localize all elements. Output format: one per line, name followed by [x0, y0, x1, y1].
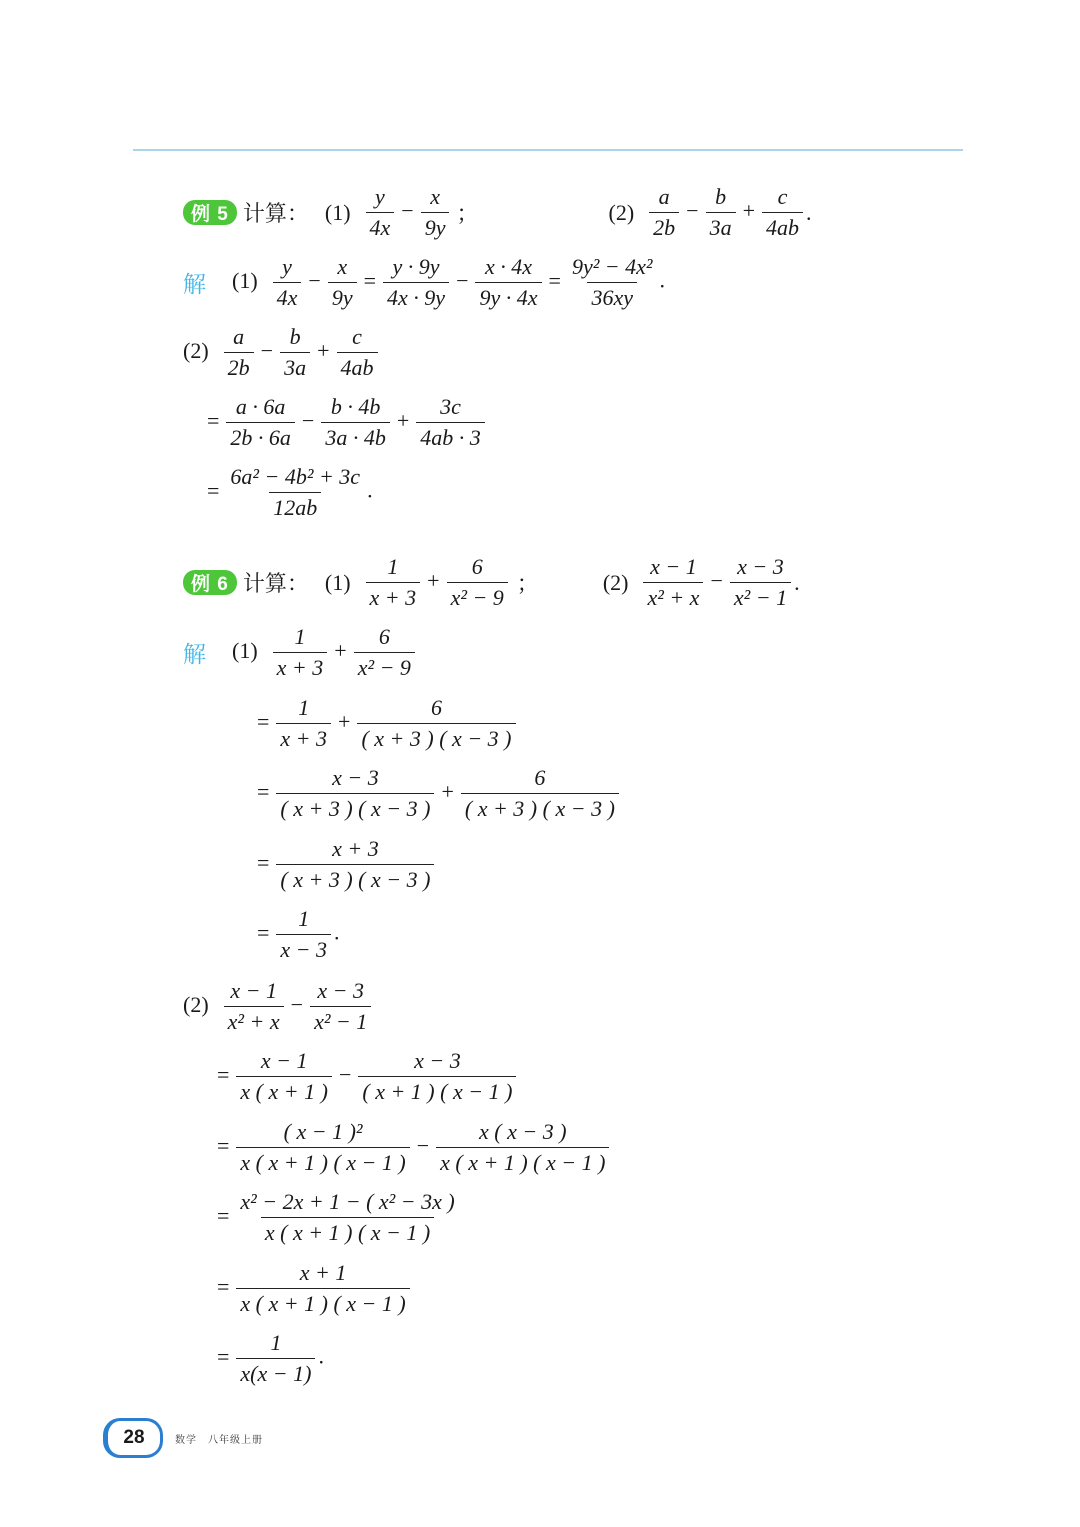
- numerator: x − 1: [650, 554, 697, 579]
- fraction: [366, 554, 421, 611]
- solution-6-line-6: [183, 978, 374, 1035]
- numerator: x + 1: [299, 1260, 347, 1285]
- numerator: y: [375, 184, 385, 209]
- example-6-question: [183, 554, 800, 611]
- operator: =: [257, 919, 270, 945]
- fraction: [226, 464, 364, 521]
- expression: [203, 394, 488, 451]
- denominator: 36xy: [587, 282, 637, 311]
- fraction: [337, 324, 378, 381]
- part-label: (1): [232, 267, 258, 293]
- denominator: x² + x: [224, 1006, 284, 1035]
- numerator: x − 1: [230, 978, 277, 1003]
- punctuation: .: [367, 477, 373, 503]
- numerator: x² − 2x + 1 − ( x² − 3x ): [240, 1189, 455, 1214]
- operator: =: [217, 1132, 230, 1158]
- solution-6-line-8: [213, 1119, 612, 1176]
- fraction: [226, 394, 295, 451]
- numerator: a: [658, 184, 670, 209]
- denominator: x + 3: [273, 652, 328, 681]
- fraction: [273, 624, 328, 681]
- operator: =: [217, 1273, 230, 1299]
- fraction: [321, 394, 390, 451]
- example-5-question: [183, 184, 812, 241]
- fraction: [276, 836, 434, 893]
- operator: +: [338, 708, 351, 734]
- operator: =: [207, 407, 220, 433]
- expression: [213, 1330, 324, 1387]
- expression: [253, 836, 437, 893]
- punctuation: .: [318, 1343, 324, 1369]
- operator: =: [363, 267, 377, 293]
- numerator: 1: [298, 906, 310, 931]
- operator: −: [416, 1132, 430, 1158]
- denominator: ( x + 3 ) ( x − 3 ): [461, 793, 619, 822]
- fraction: [358, 1048, 516, 1105]
- operator: +: [334, 637, 347, 663]
- solution-label: 解: [183, 642, 206, 668]
- fraction: [643, 554, 703, 611]
- fraction: [224, 324, 254, 381]
- operator: +: [742, 197, 755, 223]
- numerator: b · 4b: [330, 394, 381, 419]
- expression: [363, 184, 453, 241]
- denominator: 2b: [649, 212, 679, 241]
- numerator: y · 9y: [392, 254, 440, 279]
- expression: [253, 906, 340, 963]
- fraction: [224, 978, 284, 1035]
- solution-6-line-11: [213, 1330, 324, 1387]
- expression: [253, 695, 519, 752]
- fraction: [236, 1048, 332, 1105]
- fraction: [236, 1119, 409, 1176]
- denominator: 4ab · 3: [416, 422, 485, 451]
- page-number: 28: [103, 1418, 163, 1458]
- denominator: x ( x + 1 ) ( x − 1 ): [236, 1288, 409, 1317]
- operator: −: [260, 337, 274, 363]
- fraction: [310, 978, 371, 1035]
- fraction: [475, 254, 541, 311]
- denominator: 4ab: [762, 212, 803, 241]
- part-label: (1): [232, 637, 258, 663]
- solution-6-line-3: [253, 765, 622, 822]
- solution-label: 解: [183, 272, 206, 298]
- denominator: x ( x + 1 ) ( x − 1 ): [436, 1147, 609, 1176]
- fraction: [236, 1330, 315, 1387]
- numerator: 3c: [440, 394, 461, 419]
- numerator: x − 1: [260, 1048, 308, 1073]
- solution-6-line-7: [213, 1048, 519, 1105]
- denominator: x + 3: [276, 723, 331, 752]
- denominator: 2b · 6a: [226, 422, 295, 451]
- fraction: [762, 184, 803, 241]
- numerator: y: [282, 254, 292, 279]
- denominator: x ( x + 1 ) ( x − 1 ): [261, 1217, 434, 1246]
- part-label: (2): [608, 199, 635, 225]
- numerator: 9y² − 4x²: [571, 254, 653, 279]
- operator: −: [338, 1061, 352, 1087]
- fraction: [383, 254, 449, 311]
- expression: [232, 254, 665, 311]
- numerator: 1: [294, 624, 306, 649]
- fraction: [236, 1260, 409, 1317]
- fraction: [366, 184, 395, 241]
- expression: [363, 554, 511, 611]
- expression: [232, 624, 418, 681]
- numerator: 6: [430, 695, 442, 720]
- punctuation: .: [334, 919, 340, 945]
- period: .: [806, 199, 812, 225]
- fraction: [706, 184, 736, 241]
- solution-6-line-5: [253, 906, 340, 963]
- operator: +: [441, 778, 454, 804]
- fraction: [436, 1119, 609, 1176]
- denominator: x² + x: [643, 582, 703, 611]
- operator: =: [548, 267, 561, 293]
- operator: −: [401, 197, 414, 223]
- expression: [253, 765, 622, 822]
- numerator: 6: [534, 765, 546, 790]
- fraction: [273, 254, 302, 311]
- operator: =: [207, 477, 220, 503]
- fraction: [236, 1189, 458, 1246]
- numerator: 1: [387, 554, 399, 579]
- part-label: (1): [324, 199, 351, 225]
- denominator: 4x: [366, 212, 395, 241]
- expression: [203, 464, 373, 521]
- solution-5-line-1: [183, 254, 665, 311]
- denominator: 4x · 9y: [383, 282, 449, 311]
- part-label: (1): [324, 569, 351, 595]
- numerator: 6: [378, 624, 390, 649]
- numerator: x − 3: [332, 765, 379, 790]
- denominator: 9y: [328, 282, 357, 311]
- denominator: ( x + 3 ) ( x − 3 ): [276, 864, 434, 893]
- denominator: x² − 1: [730, 582, 791, 611]
- expression: [213, 1048, 519, 1105]
- denominator: x ( x + 1 ): [236, 1076, 332, 1105]
- expression: [646, 184, 806, 241]
- expression: [213, 1260, 413, 1317]
- fraction: [649, 184, 679, 241]
- fraction: [357, 695, 515, 752]
- denominator: 9y · 4x: [475, 282, 541, 311]
- operator: −: [710, 567, 723, 593]
- numerator: a · 6a: [235, 394, 286, 419]
- operator: −: [301, 407, 315, 433]
- operator: −: [686, 197, 699, 223]
- numerator: x · 4x: [484, 254, 533, 279]
- fraction: [461, 765, 619, 822]
- numerator: x − 3: [737, 554, 784, 579]
- numerator: 6: [471, 554, 483, 579]
- denominator: 4ab: [337, 352, 378, 381]
- numerator: x + 3: [332, 836, 379, 861]
- numerator: x ( x − 3 ): [479, 1119, 567, 1144]
- fraction: [276, 906, 331, 963]
- numerator: ( x − 1 )²: [283, 1119, 363, 1144]
- operator: +: [427, 567, 440, 593]
- separator: ；: [516, 571, 539, 596]
- numerator: 6a² − 4b² + 3c: [230, 464, 361, 489]
- solution-6-line-1: [183, 624, 418, 681]
- denominator: x² − 9: [354, 652, 415, 681]
- solution-6-line-4: [253, 836, 437, 893]
- fraction: [328, 254, 357, 311]
- denominator: 2b: [224, 352, 254, 381]
- solution-6-line-9: [213, 1189, 462, 1246]
- page-footer: [103, 1418, 263, 1458]
- operator: =: [257, 708, 270, 734]
- numerator: 1: [298, 695, 310, 720]
- numerator: a: [233, 324, 245, 349]
- denominator: ( x + 1 ) ( x − 1 ): [358, 1076, 516, 1105]
- denominator: x + 3: [366, 582, 421, 611]
- example-badge: 例 6: [183, 570, 237, 595]
- solution-5-line-3: [203, 394, 488, 451]
- denominator: x − 3: [276, 934, 331, 963]
- denominator: 9y: [421, 212, 450, 241]
- denominator: ( x + 3 ) ( x − 3 ): [357, 723, 515, 752]
- numerator: b: [715, 184, 727, 209]
- fraction: [276, 695, 331, 752]
- fraction: [416, 394, 485, 451]
- denominator: 3a: [280, 352, 310, 381]
- fraction: [730, 554, 791, 611]
- operator: =: [217, 1343, 230, 1369]
- numerator: x: [337, 254, 348, 279]
- book-title: 数学 八年级上册: [175, 1434, 263, 1446]
- expression: [213, 1119, 612, 1176]
- fraction: [354, 624, 415, 681]
- part-label: (2): [602, 569, 629, 595]
- denominator: x² − 1: [310, 1006, 371, 1035]
- part-label: (2): [183, 991, 209, 1017]
- expression: [213, 1189, 462, 1246]
- operator: −: [308, 267, 321, 293]
- numerator: x: [430, 184, 440, 209]
- period: .: [794, 569, 800, 595]
- expression: [183, 978, 374, 1035]
- fraction: [280, 324, 310, 381]
- solution-6-line-2: [253, 695, 519, 752]
- fraction: [568, 254, 657, 311]
- numerator: c: [352, 324, 362, 349]
- operator: +: [396, 407, 410, 433]
- denominator: x(x − 1): [236, 1358, 315, 1387]
- fraction: [447, 554, 508, 611]
- example-badge: 例 5: [183, 200, 237, 225]
- solution-5-line-2: [183, 324, 381, 381]
- numerator: 1: [270, 1330, 282, 1355]
- prompt: 计算：: [242, 572, 309, 597]
- denominator: 3a · 4b: [321, 422, 390, 451]
- solution-5-line-4: [203, 464, 373, 521]
- numerator: c: [777, 184, 788, 209]
- prompt: 计算：: [242, 202, 309, 227]
- denominator: 12ab: [269, 492, 321, 521]
- fraction: [421, 184, 450, 241]
- separator: ；: [456, 201, 479, 226]
- operator: =: [217, 1202, 230, 1228]
- operator: =: [257, 849, 270, 875]
- denominator: ( x + 3 ) ( x − 3 ): [276, 793, 434, 822]
- solution-6-line-10: [213, 1260, 413, 1317]
- numerator: x − 3: [414, 1048, 461, 1073]
- operator: −: [456, 267, 469, 293]
- operator: −: [290, 991, 304, 1017]
- expression: [640, 554, 794, 611]
- header-rule: [133, 149, 963, 151]
- punctuation: .: [659, 267, 666, 293]
- fraction: [276, 765, 434, 822]
- denominator: x² − 9: [447, 582, 508, 611]
- denominator: x ( x + 1 ) ( x − 1 ): [236, 1147, 409, 1176]
- operator: =: [217, 1061, 230, 1087]
- part-label: (2): [183, 337, 209, 363]
- operator: =: [257, 778, 270, 804]
- expression: [183, 324, 381, 381]
- numerator: b: [289, 324, 301, 349]
- denominator: 4x: [273, 282, 302, 311]
- operator: +: [317, 337, 330, 363]
- denominator: 3a: [706, 212, 736, 241]
- numerator: x − 3: [317, 978, 364, 1003]
